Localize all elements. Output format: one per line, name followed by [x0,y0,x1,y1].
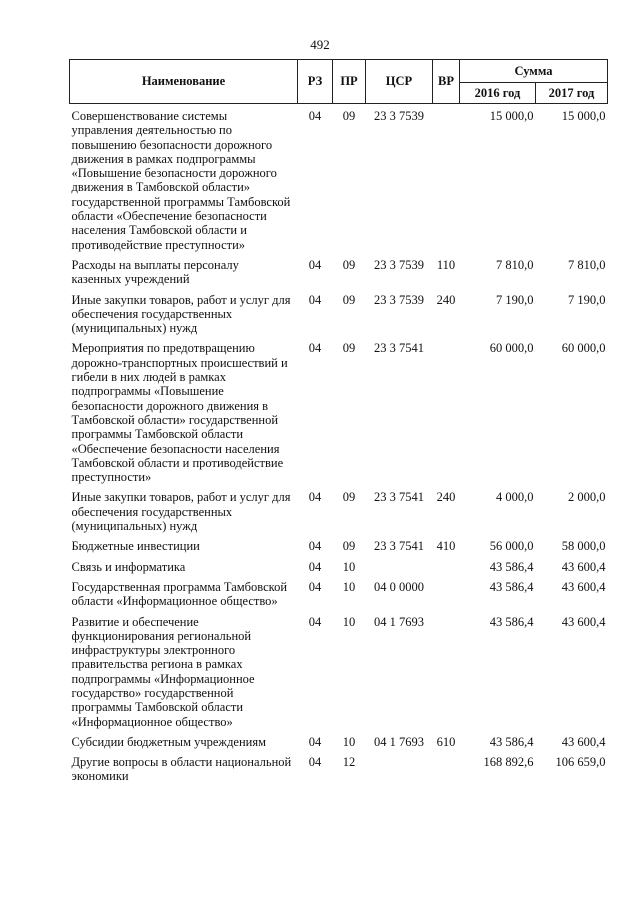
row-vr [433,615,460,735]
row-rz: 04 [308,292,322,307]
row-2016: 43 586,4 [489,579,534,594]
row-name: Совершенствование системы управления деятельностью по повышению безопасности дорожного движения в рамках подпрограммы «Повышение безопасности дорожного движения в Тамбовской области» государственной программы Тамбовской области «Обеспечение безопасности населения Тамбовской области и противодействие преступности» [71,109,291,252]
header-rz: РЗ [298,60,333,104]
row-pr: 10 [342,559,356,574]
row-name: Иные закупки товаров, работ и услуг для обеспечения государственных (муниципальных) нужд [71,490,291,534]
row-2017: 43 600,4 [561,559,606,574]
row-name: Связь и информатика [71,559,186,574]
header-csr: ЦСР [366,60,433,104]
table-row [70,258,608,293]
row-csr [366,560,433,580]
header-2017: 2017 год [536,83,608,104]
row-vr [433,755,460,790]
table-row [70,580,608,615]
table-row [70,490,608,539]
row-2016: 56 000,0 [489,539,534,554]
row-2016: 43 586,4 [489,559,534,574]
row-vr: 110 [436,257,456,272]
row-2017: 60 000,0 [561,341,606,356]
row-csr: 23 3 7539 [374,109,424,123]
row-rz: 04 [308,109,322,123]
row-vr [433,560,460,580]
row-pr: 10 [342,614,356,629]
row-2017: 43 600,4 [561,579,606,594]
table-row [70,341,608,490]
row-csr: 23 3 7541 [374,341,424,356]
header-vr: ВР [433,60,460,104]
row-2016: 168 892,6 [483,755,534,770]
row-name: Иные закупки товаров, работ и услуг для обеспечения государственных (муниципальных) нужд [71,292,291,336]
row-2016: 15 000,0 [489,109,534,123]
row-2016: 60 000,0 [489,341,534,356]
budget-table [69,59,608,790]
header-pr: ПР [333,60,366,104]
row-2017: 58 000,0 [561,539,606,554]
table-row [70,104,608,258]
row-rz: 04 [308,341,322,356]
row-rz: 04 [308,257,322,272]
row-2016: 43 586,4 [489,734,534,749]
row-2017: 43 600,4 [561,614,606,629]
row-vr: 410 [436,539,456,554]
row-2016: 7 810,0 [496,257,534,272]
row-vr [433,104,460,258]
row-csr: 04 0 0000 [374,579,424,594]
row-2017: 7 810,0 [568,257,606,272]
row-2017: 106 659,0 [555,755,606,770]
row-pr: 12 [342,755,356,770]
row-rz: 04 [308,755,322,770]
row-vr: 240 [436,292,456,307]
row-csr: 04 1 7693 [374,734,424,749]
row-csr: 23 3 7539 [374,257,424,272]
row-name: Субсидии бюджетным учреждениям [71,734,267,749]
header-name: Наименование [70,60,298,104]
header-2016: 2016 год [460,83,536,104]
row-pr: 09 [342,341,356,356]
page-number: 492 [310,37,330,52]
row-csr: 23 3 7539 [374,292,424,307]
row-rz: 04 [308,614,322,629]
row-2016: 4 000,0 [496,490,534,505]
row-2016: 43 586,4 [489,614,534,629]
row-pr: 09 [342,539,356,554]
row-rz: 04 [308,490,322,505]
row-name: Развитие и обеспечение функционирования региональной инфраструктуры электронного правительства региона в рамках подпрограммы «Информационное государство» государственной программы Тамбовской области «Информационное общество» [71,614,255,729]
row-vr: 240 [436,490,456,505]
header-sum: Сумма [460,60,608,83]
table-row [70,755,608,790]
row-name: Расходы на выплаты персоналу казенных учреждений [71,257,239,287]
row-vr [433,341,460,490]
row-csr [366,755,433,790]
row-pr: 09 [342,490,356,505]
row-rz: 04 [308,539,322,554]
row-name: Другие вопросы в области национальной экономики [71,755,292,784]
row-2016: 7 190,0 [496,292,534,307]
row-2017: 43 600,4 [561,734,606,749]
row-pr: 10 [342,579,356,594]
row-csr: 23 3 7541 [374,539,424,554]
row-csr: 04 1 7693 [374,614,424,629]
table-row [70,539,608,559]
row-2017: 15 000,0 [561,109,606,123]
row-2017: 2 000,0 [568,490,606,505]
row-pr: 09 [342,257,356,272]
row-pr: 09 [342,109,356,123]
row-name: Мероприятия по предотвращению дорожно-транспортных происшествий и гибели в них людей в рамках подпрограммы «Повышение безопасности дорожного движения в Тамбовской области» государственной программы Тамбовской области «Обеспечение безопасности населения Тамбовской области и противодействие преступности» [71,341,288,485]
row-vr [433,580,460,615]
table-row [70,615,608,735]
table-row [70,293,608,342]
row-pr: 09 [342,292,356,307]
row-vr: 610 [436,734,456,749]
row-csr: 23 3 7541 [374,490,424,505]
row-rz: 04 [308,559,322,574]
table-row [70,560,608,580]
row-pr: 10 [342,734,356,749]
table-row [70,735,608,755]
row-name: Бюджетные инвестиции [71,539,200,554]
row-rz: 04 [308,734,322,749]
row-rz: 04 [308,579,322,594]
row-2017: 7 190,0 [568,292,606,307]
row-name: Государственная программа Тамбовской области «Информационное общество» [71,579,288,609]
